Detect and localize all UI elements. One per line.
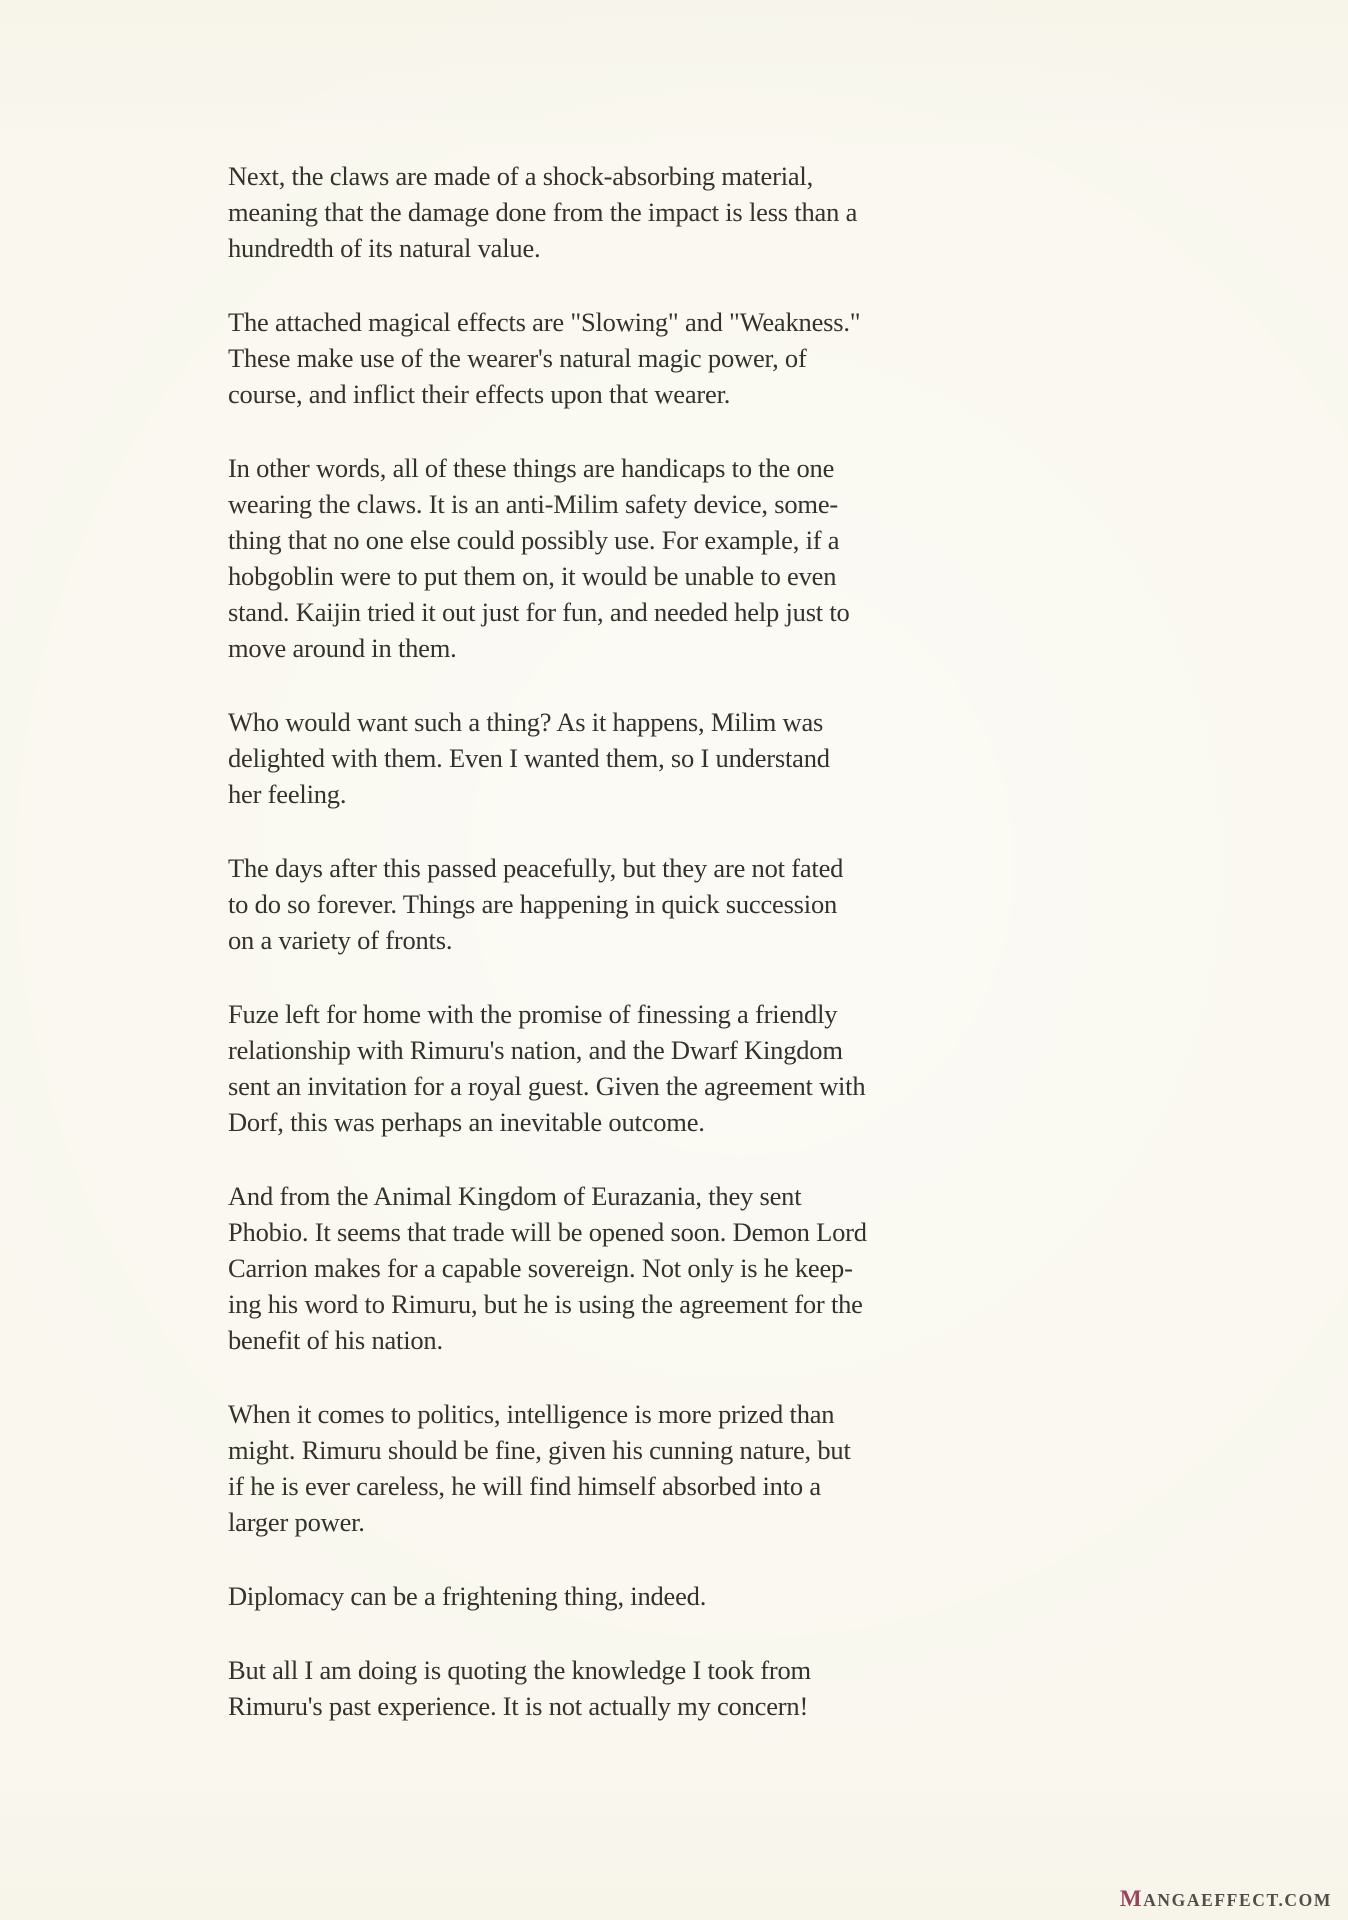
- body-text: [228, 158, 898, 1724]
- text-line: When it comes to politics, intelligence is more prized than: [228, 1399, 835, 1429]
- text-line: These make use of the wearer's natural magic power, of: [228, 343, 807, 373]
- text-line: to do so forever. Things are happening in quick succession: [228, 889, 838, 919]
- text-line: course, and inflict their effects upon that wearer.: [228, 379, 731, 409]
- text-line: Fuze left for home with the promise of finessing a friendly: [228, 999, 838, 1029]
- text-line: benefit of his nation.: [228, 1325, 443, 1355]
- text-line: Diplomacy can be a frightening thing, indeed.: [228, 1581, 707, 1611]
- text-line: stand. Kaijin tried it out just for fun, and needed help just to: [228, 597, 850, 627]
- paragraph: [228, 1578, 898, 1614]
- paragraph: [228, 450, 898, 666]
- text-line: Rimuru's past experience. It is not actually my concern!: [228, 1691, 809, 1721]
- paragraph: [228, 996, 898, 1140]
- text-line: her feeling.: [228, 779, 347, 809]
- text-line: The attached magical effects are "Slowing" and "Weakness.": [228, 307, 861, 337]
- watermark: [1120, 1887, 1332, 1910]
- text-line: Next, the claws are made of a shock-absorbing material,: [228, 161, 814, 191]
- paragraph: [228, 704, 898, 812]
- text-line: wearing the claws. It is an anti-Milim safety device, some-: [228, 489, 839, 519]
- text-line: The days after this passed peacefully, but they are not fated: [228, 853, 844, 883]
- text-line: move around in them.: [228, 633, 457, 663]
- text-line: Phobio. It seems that trade will be opened soon. Demon Lord: [228, 1217, 867, 1247]
- text-line: thing that no one else could possibly use. For example, if a: [228, 525, 840, 555]
- text-line: on a variety of fronts.: [228, 925, 453, 955]
- paragraph: [228, 1396, 898, 1540]
- text-line: delighted with them. Even I wanted them, so I understand: [228, 743, 830, 773]
- text-line: meaning that the damage done from the impact is less than a: [228, 197, 858, 227]
- text-line: Dorf, this was perhaps an inevitable outcome.: [228, 1107, 705, 1137]
- paragraph: [228, 1178, 898, 1358]
- text-line: In other words, all of these things are handicaps to the one: [228, 453, 835, 483]
- text-line: hundredth of its natural value.: [228, 233, 541, 263]
- text-line: might. Rimuru should be fine, given his cunning nature, but: [228, 1435, 851, 1465]
- text-line: ing his word to Rimuru, but he is using the agreement for the: [228, 1289, 863, 1319]
- watermark-first-letter: M: [1119, 1886, 1144, 1911]
- paragraph: [228, 304, 898, 412]
- text-line: sent an invitation for a royal guest. Given the agreement with: [228, 1071, 866, 1101]
- paragraph: [228, 850, 898, 958]
- text-line: larger power.: [228, 1507, 365, 1537]
- watermark-rest: ANGAEFFECT.COM: [1143, 1890, 1332, 1910]
- text-line: But all I am doing is quoting the knowledge I took from: [228, 1655, 811, 1685]
- paragraph: [228, 158, 898, 266]
- text-line: if he is ever careless, he will find himself absorbed into a: [228, 1471, 821, 1501]
- text-line: Who would want such a thing? As it happens, Milim was: [228, 707, 824, 737]
- text-line: relationship with Rimuru's nation, and the Dwarf Kingdom: [228, 1035, 843, 1065]
- text-line: hobgoblin were to put them on, it would be unable to even: [228, 561, 837, 591]
- paragraph: [228, 1652, 898, 1724]
- text-line: Carrion makes for a capable sovereign. Not only is he keep-: [228, 1253, 853, 1283]
- text-line: And from the Animal Kingdom of Eurazania, they sent: [228, 1181, 802, 1211]
